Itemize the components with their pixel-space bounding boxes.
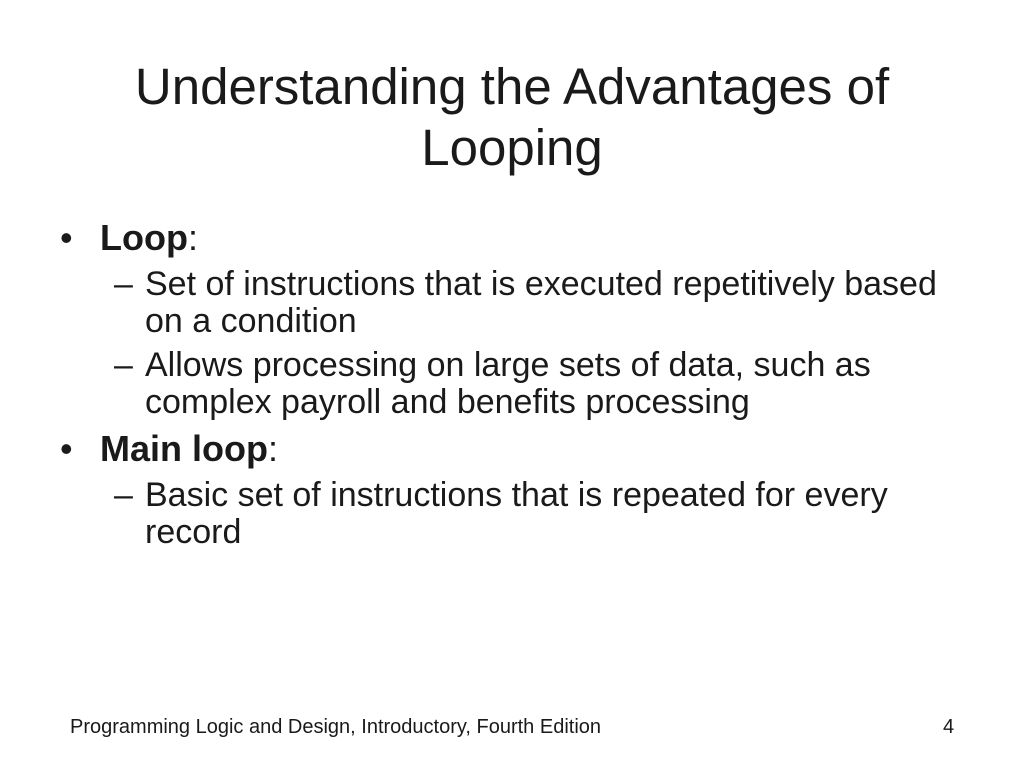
bullet-term: Main loop [100, 428, 268, 469]
sub-bullet-text: Basic set of instructions that is repeated for every record [145, 476, 888, 551]
page-number: 4 [943, 716, 955, 738]
dash-icon: – [114, 346, 133, 384]
dash-icon: – [114, 265, 133, 303]
sub-bullet-list [0, 266, 1024, 421]
bullet-term-suffix: : [267, 428, 278, 469]
bullet-term: Loop [100, 217, 188, 258]
sub-bullet-text: Set of instructions that is executed repetitively based on a condition [145, 265, 937, 340]
sub-bullet-item [0, 266, 1024, 340]
slide-title: Understanding the Advantages of Looping [134, 58, 890, 176]
bullet-row [0, 428, 1024, 470]
bullet-dot-icon: • [60, 217, 73, 258]
bullet-row [0, 217, 1024, 259]
bullet-item [0, 428, 1024, 551]
sub-bullet-list [0, 477, 1024, 551]
bullet-dot-icon: • [60, 428, 73, 469]
footer-book-title: Programming Logic and Design, Introductory, Fourth Edition [70, 716, 602, 738]
dash-icon: – [114, 476, 133, 514]
sub-bullet-item [0, 347, 1024, 421]
bullet-list [0, 217, 1024, 551]
bullet-term-suffix: : [187, 217, 198, 258]
bullet-item [0, 217, 1024, 421]
sub-bullet-item [0, 477, 1024, 551]
sub-bullet-text: Allows processing on large sets of data, such as complex payroll and benefits processing [145, 346, 871, 421]
